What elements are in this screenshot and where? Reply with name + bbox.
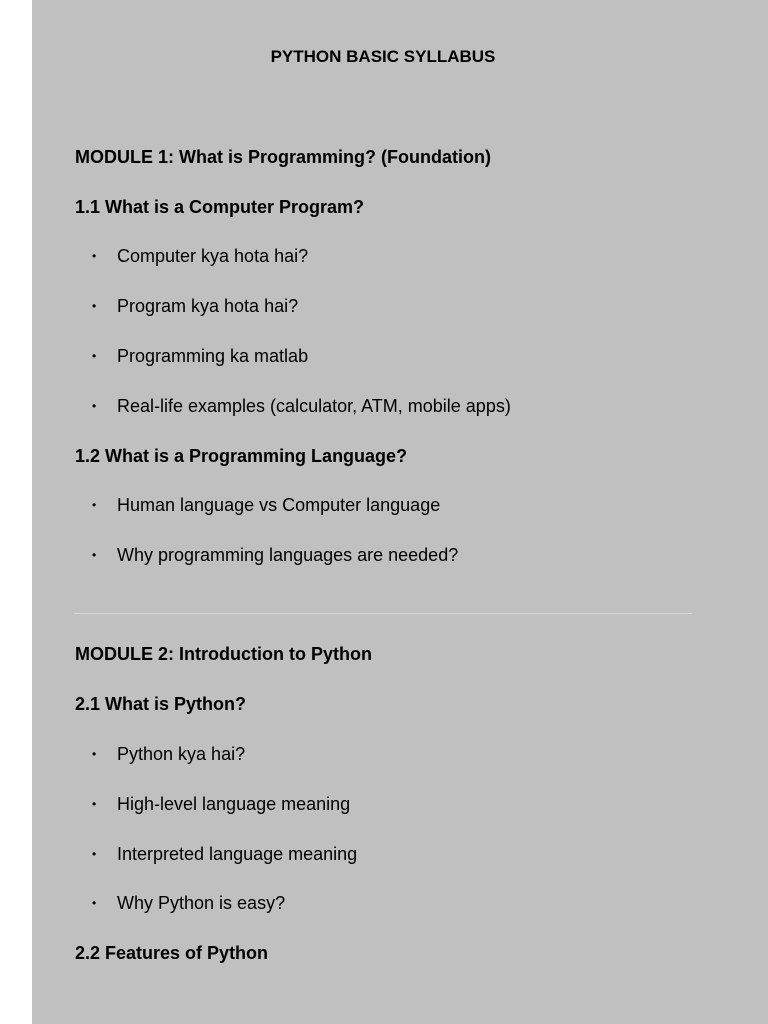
- bullet-icon: •: [92, 847, 97, 861]
- list-item-text: Why Python is easy?: [117, 893, 286, 913]
- document-page: [32, 0, 768, 1024]
- module-1-heading: MODULE 1: What is Programming? (Foundation): [75, 147, 491, 167]
- section-1-2-heading: 1.2 What is a Programming Language?: [75, 446, 408, 466]
- bullet-icon: •: [92, 249, 97, 263]
- module-2-heading: MODULE 2: Introduction to Python: [75, 644, 372, 664]
- section-2-2-heading: 2.2 Features of Python: [75, 943, 269, 963]
- list-item-text: Programming ka matlab: [117, 346, 309, 366]
- section-2-1-heading: 2.1 What is Python?: [75, 694, 247, 714]
- horizontal-divider: [74, 613, 692, 614]
- bullet-icon: •: [92, 797, 97, 811]
- bullet-icon: •: [92, 747, 97, 761]
- bullet-icon: •: [92, 896, 97, 910]
- bullet-icon: •: [92, 548, 97, 562]
- list-item-text: Python kya hai?: [117, 744, 246, 764]
- list-item-text: Real-life examples (calculator, ATM, mobile apps): [117, 396, 511, 416]
- list-item-text: Human language vs Computer language: [117, 495, 441, 515]
- bullet-icon: •: [92, 399, 97, 413]
- list-item-text: Program kya hota hai?: [117, 296, 299, 316]
- bullet-icon: •: [92, 349, 97, 363]
- list-item-text: High-level language meaning: [117, 794, 351, 814]
- list-item-text: Computer kya hota hai?: [117, 246, 309, 266]
- bullet-icon: •: [92, 299, 97, 313]
- list-item-text: Why programming languages are needed?: [117, 545, 459, 565]
- list-item-text: Interpreted language meaning: [117, 844, 358, 864]
- section-1-1-heading: 1.1 What is a Computer Program?: [75, 197, 365, 217]
- bullet-icon: •: [92, 498, 97, 512]
- document-title: PYTHON BASIC SYLLABUS: [270, 47, 496, 66]
